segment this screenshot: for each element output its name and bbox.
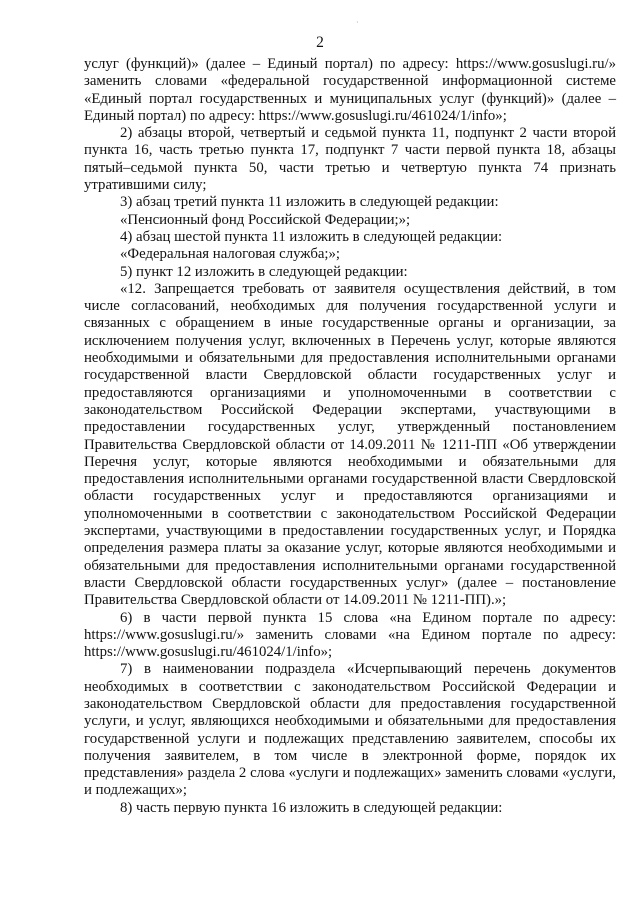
paragraph-6: «Федеральная налоговая служба;»; <box>120 246 341 263</box>
paragraph-5: 4) абзац шестой пункта 11 изложить в следующей редакции: <box>120 228 503 245</box>
paragraph-9: 6) в части первой пункта 15 слова «на Едином портале по адресу: https://www.gosuslugi.ru/» заменить словами «на Едином портале по адресу: https://www.gosuslugi.ru/461024/1/info»; <box>84 609 616 661</box>
paragraph-10: 7) в наименовании подраздела «Исчерпывающий перечень документов необходимых в соответствии с законодательством Российской Федерации и законодательством Свердловской области для предоставления государственной услуги, и услуг, являющихся необходимыми и обязательными для предоставления государственной услуги и подлежащих представлению заявителем, способы их получения заявителем, в том числе в электронной форме, порядок их представления» раздела 2 слова «услуги и подлежащих» заменить словами «услуги, и подлежащих»; <box>84 661 616 799</box>
page-number: 2 <box>316 34 324 51</box>
paragraph-4: «Пенсионный фонд Российской Федерации;»; <box>120 211 411 228</box>
document-body <box>84 56 616 817</box>
paragraph-1: услуг (функций)» (далее – Единый портал) по адресу: https://www.gosuslugi.ru/» заменить словами «федеральной государственной информационной системе «Единый портал государственных и муниципальных услуг (функций)» (далее – Единый портал) по адресу: https://www.gosuslugi.ru/461024/1/info»; <box>84 56 616 124</box>
scan-dot: · <box>356 18 359 27</box>
paragraph-3: 3) абзац третий пункта 11 изложить в следующей редакции: <box>120 194 499 211</box>
paragraph-8: «12. Запрещается требовать от заявителя осуществления действий, в том числе согласований, необходимых для получения государственной услуги и связанных с обращением в иные государственные органы и организации, за исключением получения услуг, включенных в Перечень услуг, которые являются необходимыми и обязательными для предоставления исполнительными органами государственной власти Свердловской области государственных услуг и предоставляются организациями и уполномоченными в соответствии с законодательством Российской Федерации экспертами, участвующими в предоставлении государственных услуг, утвержденный постановлением Правительства Свердловской области от 14.09.2011 № 1211-ПП «Об утверждении Перечня услуг, которые являются необходимыми и обязательными для предоставления исполнительными органами государственной власти Свердловской области государственных услуг и предоставляются организациями и уполномоченными в соответствии с законодательством Российской Федерации экспертами, участвующими в предоставлении государственных услуг, и Порядка определения размера платы за оказание услуг, которые являются необходимыми и обязательными для предоставления исполнительными органами государственной власти Свердловской области государственных услуг» (далее – постановление Правительства Свердловской области от 14.09.2011 № 1211-ПП).»; <box>84 280 616 609</box>
paragraph-7: 5) пункт 12 изложить в следующей редакции: <box>120 263 408 280</box>
paragraph-11: 8) часть первую пункта 16 изложить в следующей редакции: <box>120 799 503 816</box>
paragraph-2: 2) абзацы второй, четвертый и седьмой пункта 11, подпункт 2 части второй пункта 16, часть третью пункта 17, подпункт 7 части первой пункта 18, абзацы пятый–седьмой пункта 50, части третью и четвертую пункта 74 признать утратившими силу; <box>84 125 616 194</box>
